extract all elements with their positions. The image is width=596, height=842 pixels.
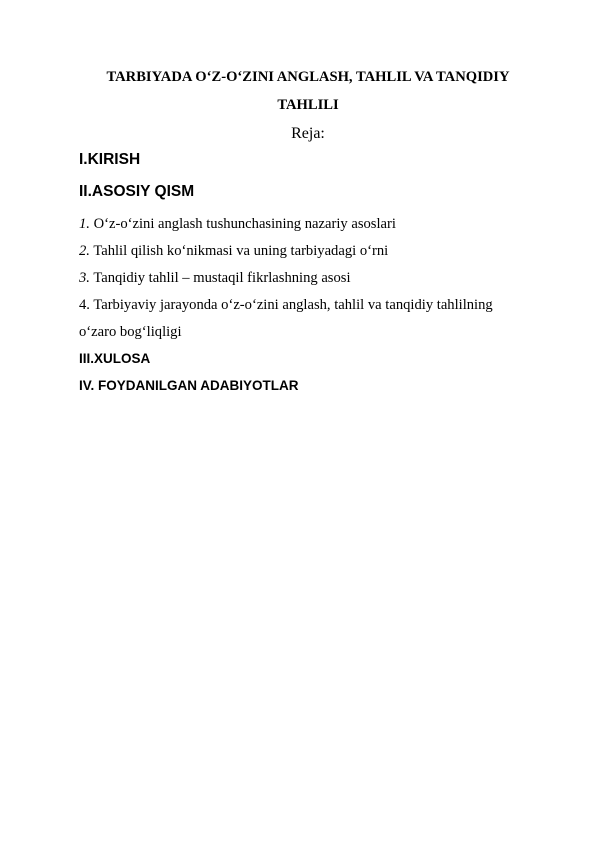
plan-item-4-line2: o‘zaro bog‘liqligi [79, 324, 182, 340]
plan-item-4-line1: 4. Tarbiyaviy jarayonda o‘z-o‘zini anglash, tahlil va tanqidiy tahlilning [79, 297, 493, 313]
section-introduction: I.KIRISH [79, 151, 141, 168]
section-references: IV. FOYDANILGAN ADABIYOTLAR [79, 378, 299, 393]
plan-item-2-text: Tahlil qilish ko‘nikmasi va uning tarbiyadagi o‘rni [89, 243, 389, 259]
plan-item-3 [79, 269, 351, 287]
plan-item-2-number: 2. [79, 243, 90, 259]
plan-item-3-number: 3. [79, 270, 90, 286]
section-main-part: II.ASOSIY QISM [79, 183, 195, 200]
document-title-line1: TARBIYADA O‘Z-O‘ZINI ANGLASH, TAHLIL VA TANQIDIY [106, 69, 510, 85]
plan-item-3-text: Tanqidiy tahlil – mustaqil fikrlashning asosi [89, 270, 351, 286]
section-conclusion: III.XULOSA [79, 351, 151, 366]
plan-label: Reja: [291, 125, 325, 142]
plan-item-1-number: 1. [79, 216, 90, 232]
plan-item-1-text: O‘z-o‘zini anglash tushunchasining nazariy asoslari [89, 216, 396, 232]
document-title-line2: TAHLILI [277, 97, 339, 113]
plan-item-2 [79, 242, 388, 260]
plan-item-1 [79, 215, 396, 233]
